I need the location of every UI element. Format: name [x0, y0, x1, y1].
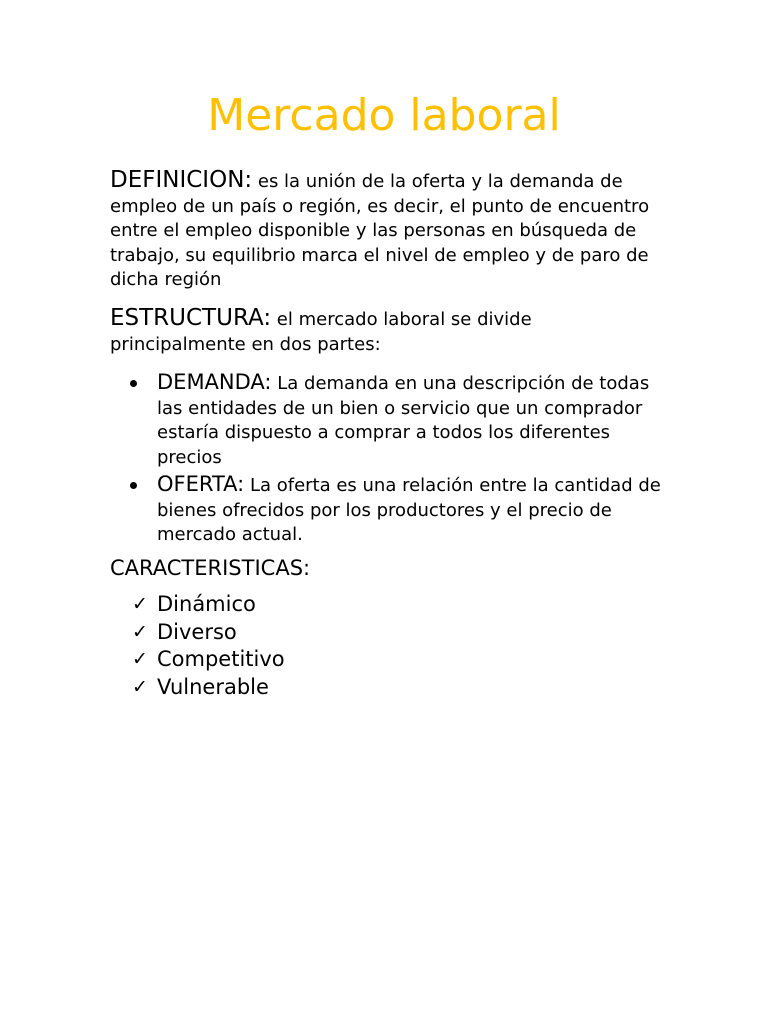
definicion-text: es la unión de la oferta y la demanda de empleo de un país o región, es decir, el punto de encuentro entre el empleo disponible y las personas en búsqueda de trabajo, su equilibrio marca el nivel de empleo y de paro de dicha región: [110, 171, 650, 290]
list-item: [110, 646, 285, 674]
caracteristicas-list: [110, 591, 285, 701]
oferta-label: OFERTA:: [157, 472, 245, 496]
bullet-icon: [130, 482, 137, 489]
estructura-text: el mercado laboral se divide principalmente en dos partes:: [110, 309, 532, 355]
demanda-text: La demanda en una descripción de todas las entidades de un bien o servicio que un comprador estaría dispuesto a comprar a todos los diferentes precios: [157, 373, 650, 468]
checkmark-icon: ✓: [132, 593, 148, 615]
estructura-list: [110, 370, 670, 550]
demanda-label: DEMANDA:: [157, 370, 272, 394]
caracteristica-label: Dinámico: [157, 592, 256, 616]
estructura-label: ESTRUCTURA:: [110, 305, 272, 331]
list-item-demanda: [110, 370, 670, 470]
list-item: [110, 619, 285, 647]
list-item-oferta: [110, 472, 670, 548]
checkmark-icon: ✓: [132, 675, 148, 698]
oferta-text: La oferta es una relación entre la cantidad de bienes ofrecidos por los productores y el precio de mercado actual.: [157, 475, 661, 545]
definicion-paragraph: [110, 168, 670, 293]
estructura-paragraph: [110, 306, 670, 357]
caracteristica-label: Vulnerable: [157, 674, 269, 699]
list-item: [110, 591, 285, 619]
caracteristicas-heading: CARACTERISTICAS:: [110, 556, 311, 580]
definicion-label: DEFINICION:: [110, 167, 253, 193]
document-title: Mercado laboral: [207, 90, 561, 141]
checkmark-icon: ✓: [132, 620, 148, 643]
bullet-icon: [130, 380, 137, 387]
checkmark-icon: ✓: [132, 648, 148, 670]
caracteristica-label: Competitivo: [157, 647, 285, 671]
list-item: [110, 674, 285, 702]
caracteristica-label: Diverso: [157, 619, 237, 644]
